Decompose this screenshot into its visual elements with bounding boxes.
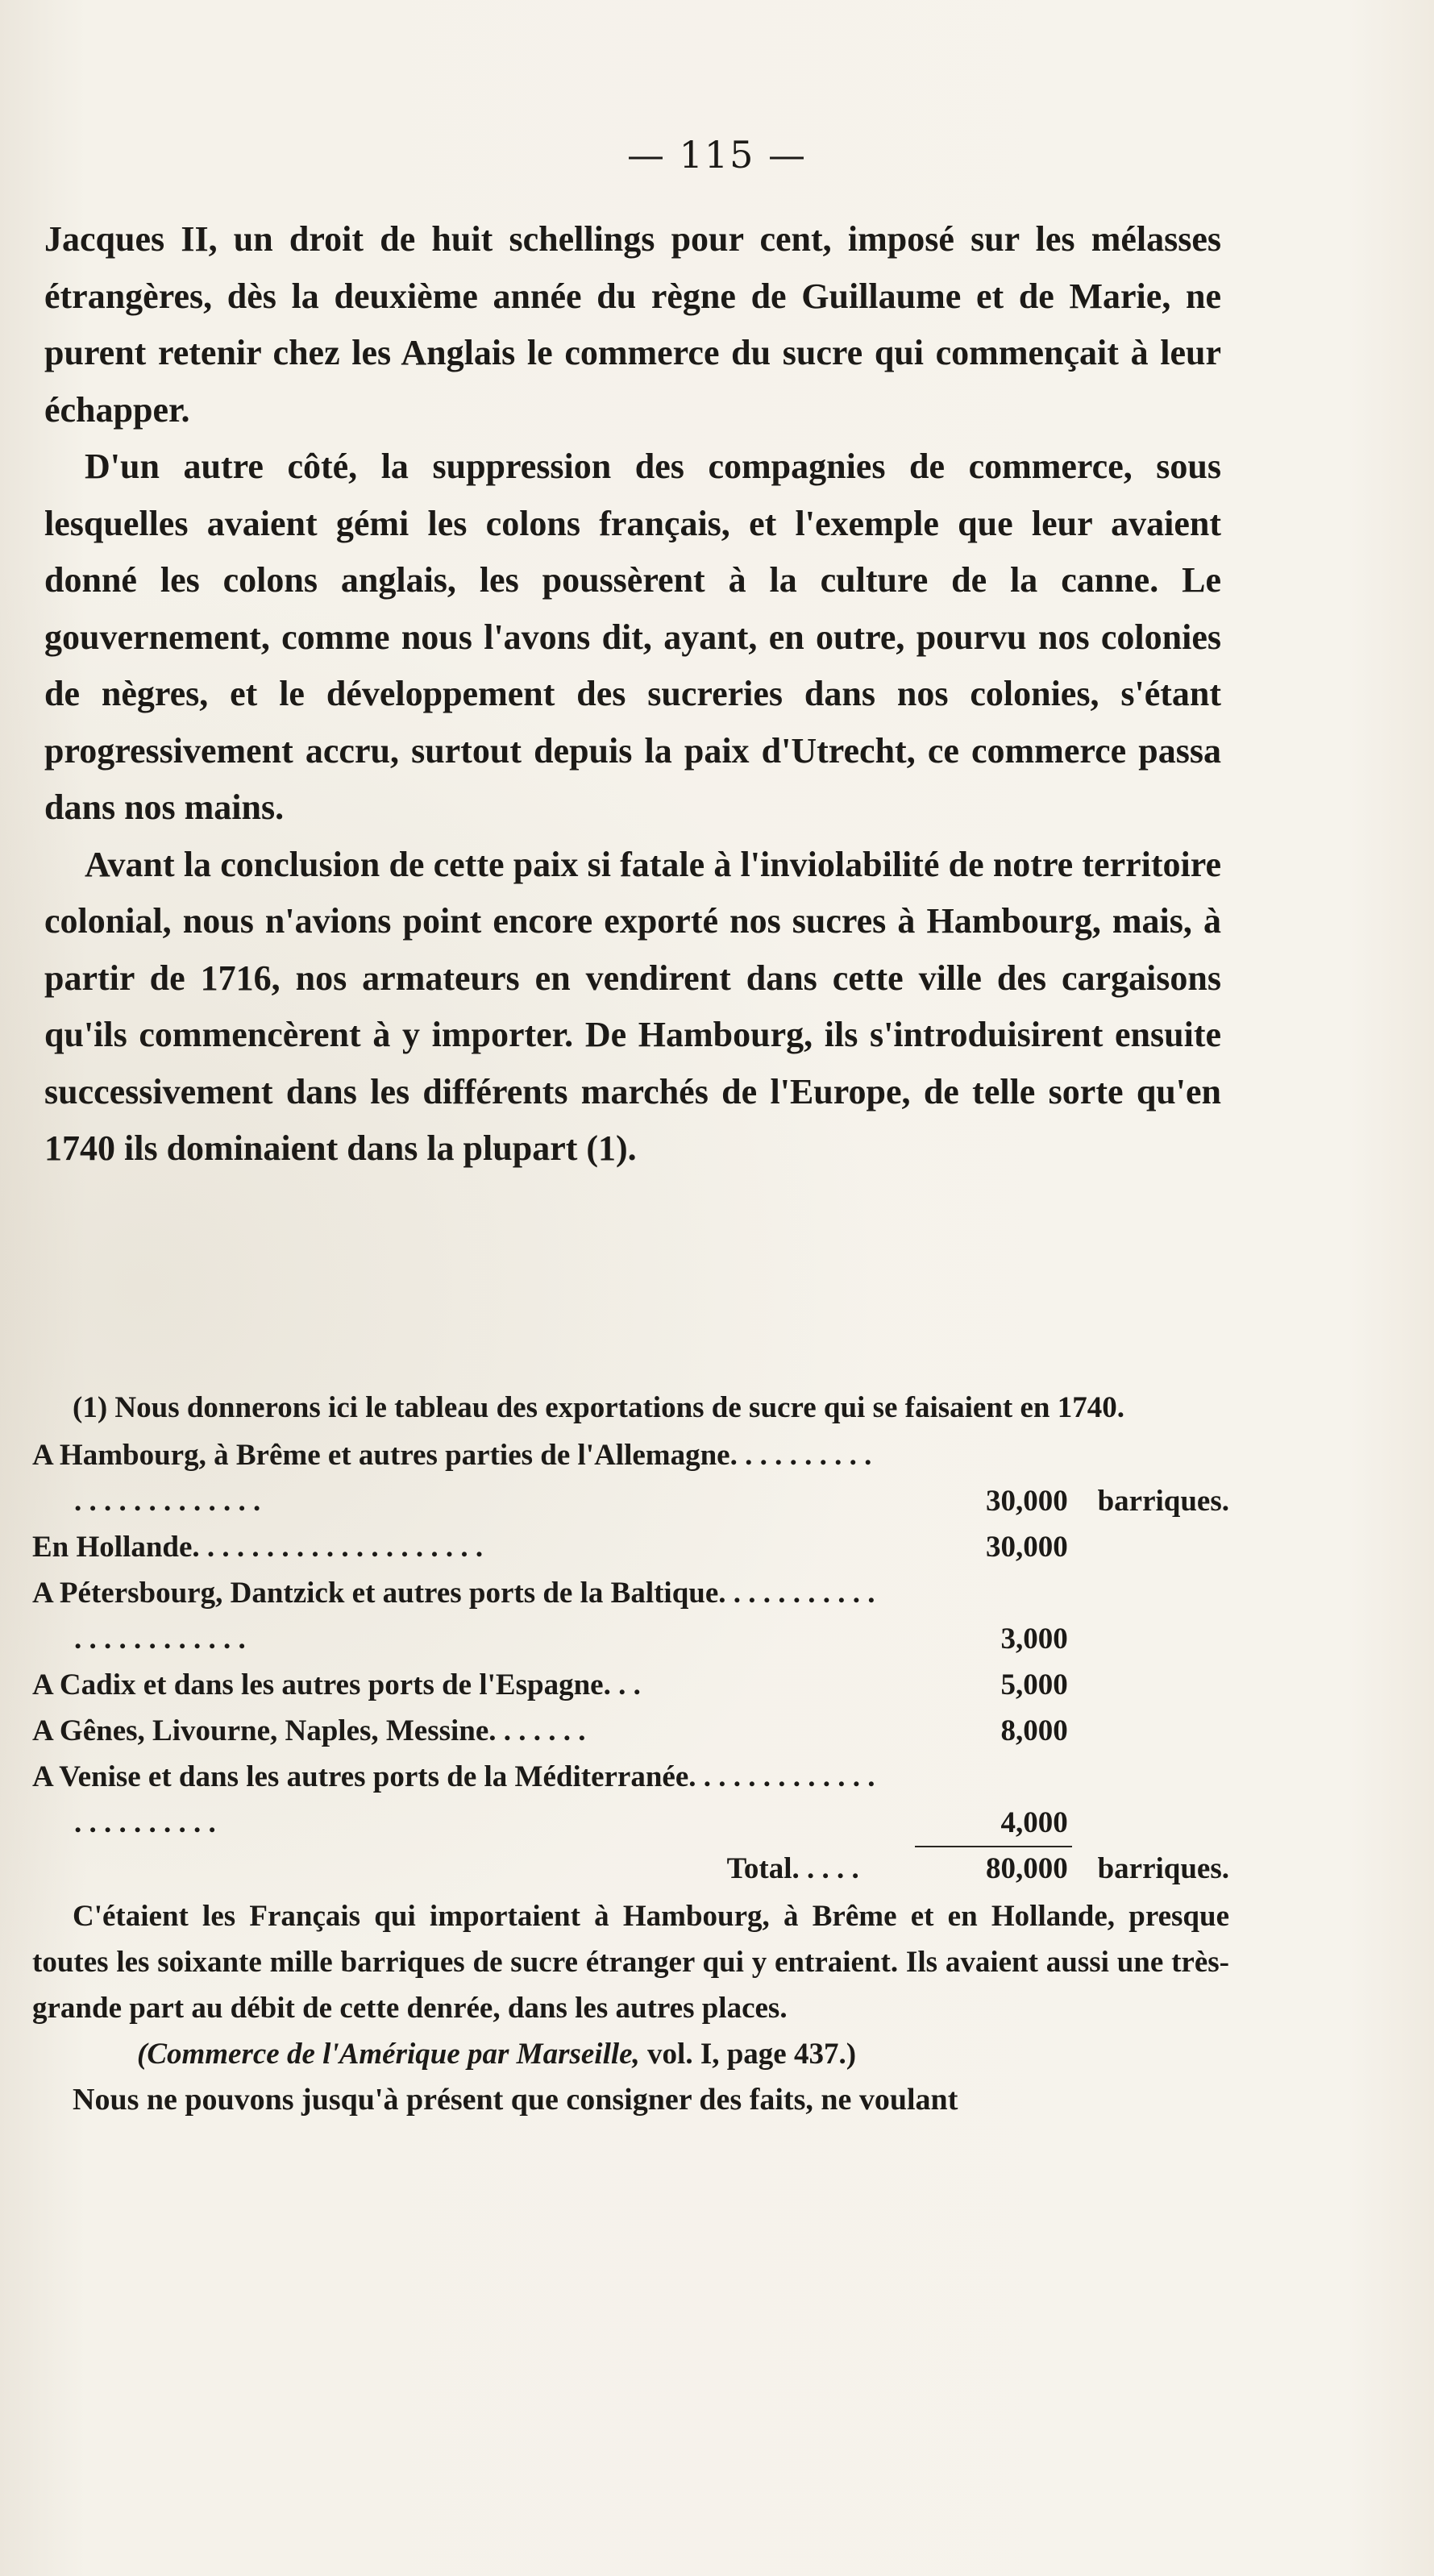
row-value: 5,000 (1000, 1668, 1068, 1701)
row-value: 4,000 (1000, 1806, 1068, 1839)
table-row (32, 1754, 1229, 1846)
exports-table (32, 1432, 1229, 1892)
row-value: 8,000 (1000, 1714, 1068, 1747)
main-text (44, 211, 1221, 1178)
row-unit: barriques. (1097, 1485, 1230, 1518)
total-value: 80,000 (986, 1852, 1068, 1885)
paragraph: Avant la conclusion de cette paix si fatale à l'inviolabilité de notre territoire colonial, nous n'avions point encore exporté nos sucres à Hambourg, mais, à partir de 1716, nos armateurs en vendirent dans cette ville des cargaisons qu'ils commencèrent à y importer. De Hambourg, ils s'introduisirent ensuite successivement dans les différents marchés de l'Europe, de telle sorte qu'en 1740 ils dominaient dans la plupart (1). (44, 844, 1221, 1168)
row-label: A Pétersbourg, Dantzick et autres ports de la Baltique. . . . . . . . . . . . . . . . . . . . . . . (32, 1577, 875, 1656)
total-label: Total. . . . . (726, 1852, 859, 1885)
footnote-source (32, 2031, 1229, 2077)
source-volume: vol. I, page 437.) (639, 2038, 857, 2071)
footnote-comment: C'étaient les Français qui importaient à Hambourg, à Brême et en Hollande, presque toutes les soixante mille barriques de sucre étranger qui y entraient. Ils avaient aussi une très-grande part au débit de cette denrée, dans les autres places. (32, 1900, 1229, 2025)
total-row (32, 1846, 1229, 1892)
last-line: Nous ne pouvons jusqu'à présent que consigner des faits, ne voulant (73, 2083, 958, 2117)
table-row (32, 1570, 1229, 1662)
table-row (32, 1662, 1229, 1708)
footnote (32, 1385, 1229, 2123)
paragraph: Jacques II, un droit de huit schellings pour cent, imposé sur les mélasses étrangères, dès la deuxième année du règne de Guillaume et de Marie, ne purent retenir chez les Anglais le commerce du sucre qui commençait à leur échapper. (44, 219, 1221, 430)
source-title: (Commerce de l'Amérique par Marseille, (137, 2038, 640, 2071)
row-label: A Hambourg, à Brême et autres parties de l'Allemagne. . . . . . . . . . . . . . . . . . . . . . . (32, 1439, 872, 1518)
page-number: — 115 — (626, 133, 808, 177)
row-label: A Gênes, Livourne, Naples, Messine. . . . . . . (32, 1714, 586, 1747)
table-row (32, 1524, 1229, 1570)
total-unit: barriques. (1097, 1852, 1229, 1885)
table-row (32, 1432, 1229, 1524)
row-label: A Cadix et dans les autres ports de l'Espagne. . . (32, 1668, 641, 1701)
row-value: 30,000 (986, 1531, 1068, 1564)
paragraph: D'un autre côté, la suppression des compagnies de commerce, sous lesquelles avaient gémi les colons français, et l'exemple que leur avaient donné les colons anglais, les poussèrent à la culture de la canne. Le gouvernement, comme nous l'avons dit, ayant, en outre, pourvu nos colonies de nègres, et le développement des sucreries dans nos colonies, s'étant progressivement accru, surtout depuis la paix d'Utrecht, ce commerce passa dans nos mains. (44, 447, 1221, 827)
footnote-intro: (1) Nous donnerons ici le tableau des exportations de sucre qui se faisaient en 1740. (73, 1391, 1124, 1424)
row-label: A Venise et dans les autres ports de la Méditerranée. . . . . . . . . . . . . . . . . . . . . . . (32, 1760, 875, 1839)
row-value: 30,000 (986, 1485, 1068, 1518)
table-row (32, 1708, 1229, 1754)
row-label: En Hollande. . . . . . . . . . . . . . . . . . . . (32, 1531, 484, 1564)
row-value: 3,000 (1000, 1622, 1068, 1656)
